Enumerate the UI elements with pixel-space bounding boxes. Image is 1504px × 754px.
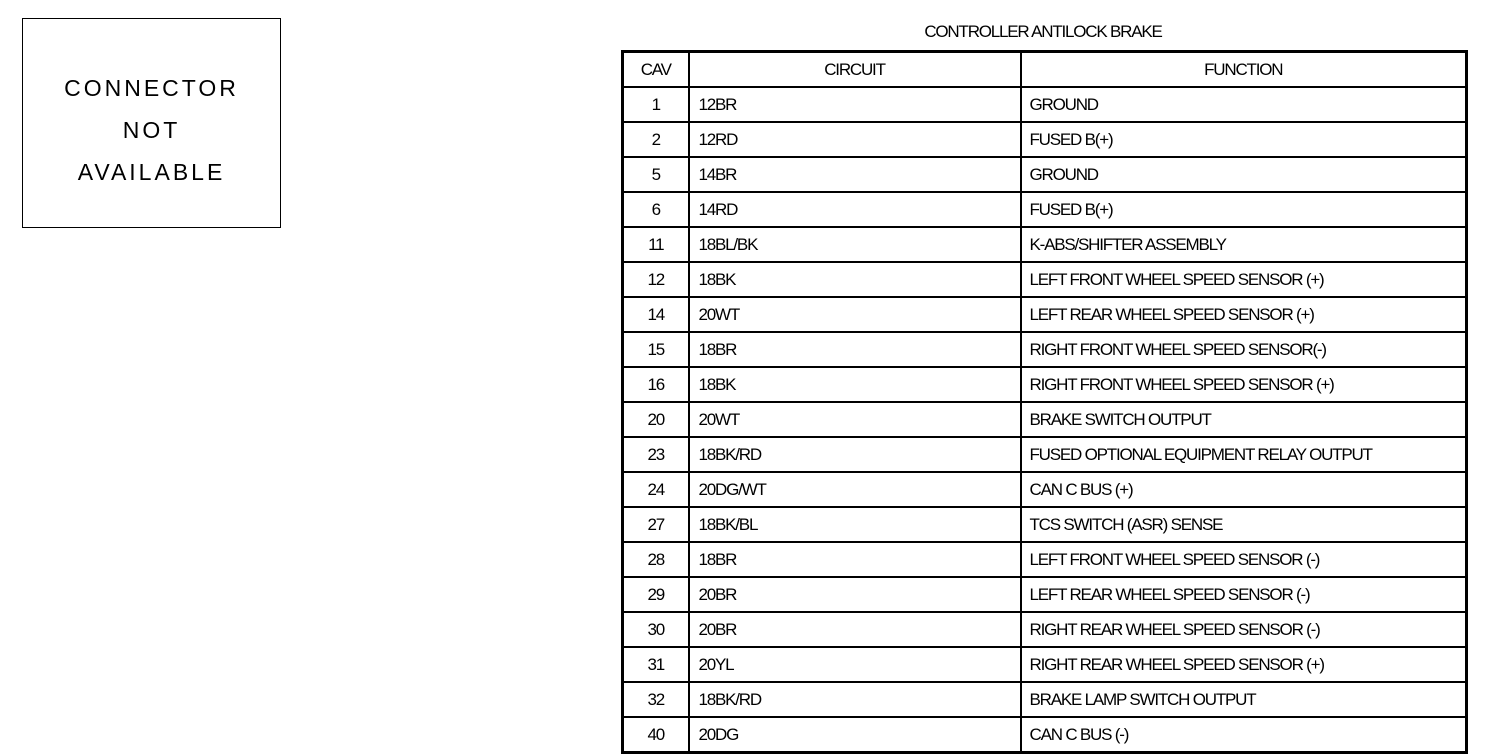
cav-cell: 14 — [623, 297, 689, 332]
table-row — [623, 227, 1467, 262]
circuit-cell: 14BR — [689, 157, 1021, 192]
table-row — [623, 192, 1467, 227]
cav-cell: 20 — [623, 402, 689, 437]
circuit-cell: 18BK/BL — [689, 507, 1021, 542]
table-title: CONTROLLER ANTILOCK BRAKE — [924, 22, 1162, 41]
circuit-cell: 18BR — [689, 332, 1021, 367]
circuit-cell: 18BK/RD — [689, 682, 1021, 717]
function-cell: RIGHT FRONT WHEEL SPEED SENSOR (+) — [1021, 367, 1467, 402]
cav-cell: 2 — [623, 122, 689, 157]
placeholder-line-1: CONNECTOR — [64, 75, 239, 101]
function-cell: GROUND — [1021, 157, 1467, 192]
function-cell: LEFT FRONT WHEEL SPEED SENSOR (+) — [1021, 262, 1467, 297]
cav-cell: 12 — [623, 262, 689, 297]
header-row — [623, 52, 1467, 88]
circuit-cell: 20DG/WT — [689, 472, 1021, 507]
function-cell: LEFT REAR WHEEL SPEED SENSOR (+) — [1021, 297, 1467, 332]
cav-cell: 28 — [623, 542, 689, 577]
table-row — [623, 612, 1467, 647]
circuit-cell: 18BK — [689, 367, 1021, 402]
circuit-cell: 18BL/BK — [689, 227, 1021, 262]
cav-cell: 27 — [623, 507, 689, 542]
function-cell: BRAKE SWITCH OUTPUT — [1021, 402, 1467, 437]
cav-cell: 1 — [623, 87, 689, 122]
connector-not-available-box — [22, 18, 281, 228]
cav-cell: 30 — [623, 612, 689, 647]
circuit-cell: 12RD — [689, 122, 1021, 157]
cav-cell: 32 — [623, 682, 689, 717]
header-function: FUNCTION — [1021, 52, 1467, 88]
table-row — [623, 472, 1467, 507]
cav-cell: 40 — [623, 717, 689, 753]
cav-cell: 23 — [623, 437, 689, 472]
table-row — [623, 437, 1467, 472]
function-cell: FUSED B(+) — [1021, 122, 1467, 157]
placeholder-line-2: NOT — [122, 117, 181, 143]
table-row — [623, 577, 1467, 612]
table-row — [623, 367, 1467, 402]
table-row — [623, 682, 1467, 717]
function-cell: TCS SWITCH (ASR) SENSE — [1021, 507, 1467, 542]
function-cell: K-ABS/SHIFTER ASSEMBLY — [1021, 227, 1467, 262]
table-row — [623, 262, 1467, 297]
table-row — [623, 157, 1467, 192]
table-row — [623, 402, 1467, 437]
function-cell: RIGHT FRONT WHEEL SPEED SENSOR(-) — [1021, 332, 1467, 367]
circuit-cell: 18BK/RD — [689, 437, 1021, 472]
cav-cell: 24 — [623, 472, 689, 507]
placeholder-line-3: AVAILABLE — [77, 159, 226, 185]
table-row — [623, 122, 1467, 157]
table-row — [623, 87, 1467, 122]
circuit-cell: 18BR — [689, 542, 1021, 577]
circuit-cell: 20DG — [689, 717, 1021, 753]
cav-cell: 5 — [623, 157, 689, 192]
function-cell: CAN C BUS (-) — [1021, 717, 1467, 753]
header-cav: CAV — [623, 52, 689, 88]
pinout-table — [621, 50, 1468, 754]
function-cell: BRAKE LAMP SWITCH OUTPUT — [1021, 682, 1467, 717]
circuit-cell: 20WT — [689, 297, 1021, 332]
circuit-cell: 20WT — [689, 402, 1021, 437]
cav-cell: 31 — [623, 647, 689, 682]
function-cell: LEFT FRONT WHEEL SPEED SENSOR (-) — [1021, 542, 1467, 577]
cav-cell: 11 — [623, 227, 689, 262]
function-cell: GROUND — [1021, 87, 1467, 122]
circuit-cell: 20BR — [689, 612, 1021, 647]
circuit-cell: 14RD — [689, 192, 1021, 227]
table-row — [623, 542, 1467, 577]
table-row — [623, 297, 1467, 332]
circuit-cell: 20BR — [689, 577, 1021, 612]
table-row — [623, 717, 1467, 753]
table-row — [623, 647, 1467, 682]
circuit-cell: 18BK — [689, 262, 1021, 297]
header-circuit: CIRCUIT — [689, 52, 1021, 88]
function-cell: FUSED B(+) — [1021, 192, 1467, 227]
cav-cell: 29 — [623, 577, 689, 612]
cav-cell: 15 — [623, 332, 689, 367]
circuit-cell: 12BR — [689, 87, 1021, 122]
function-cell: FUSED OPTIONAL EQUIPMENT RELAY OUTPUT — [1021, 437, 1467, 472]
table-row — [623, 507, 1467, 542]
function-cell: CAN C BUS (+) — [1021, 472, 1467, 507]
function-cell: RIGHT REAR WHEEL SPEED SENSOR (+) — [1021, 647, 1467, 682]
cav-cell: 6 — [623, 192, 689, 227]
function-cell: RIGHT REAR WHEEL SPEED SENSOR (-) — [1021, 612, 1467, 647]
circuit-cell: 20YL — [689, 647, 1021, 682]
table-row — [623, 332, 1467, 367]
pinout-rows — [623, 87, 1467, 753]
cav-cell: 16 — [623, 367, 689, 402]
function-cell: LEFT REAR WHEEL SPEED SENSOR (-) — [1021, 577, 1467, 612]
